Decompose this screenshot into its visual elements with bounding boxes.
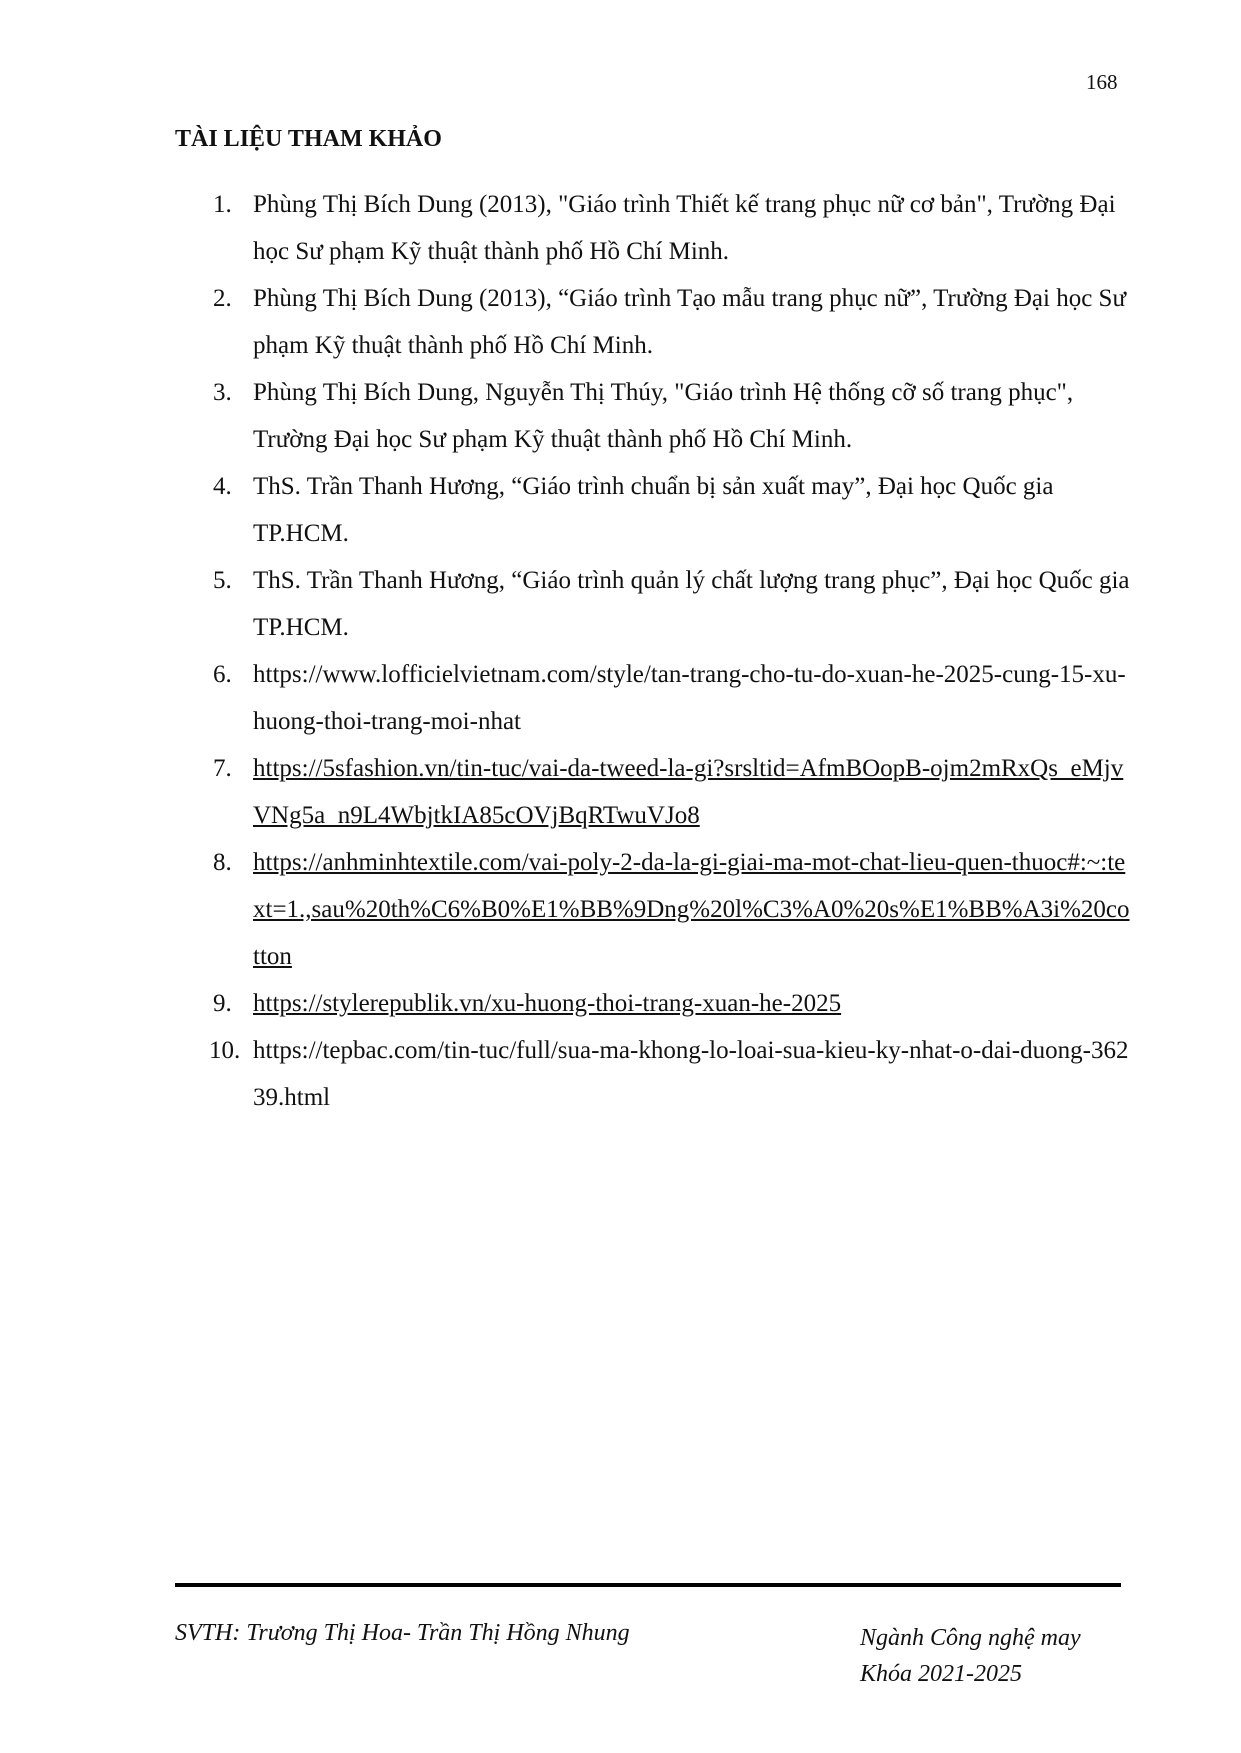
reference-text: Phùng Thị Bích Dung (2013), “Giáo trình Tạo mẫu trang phục nữ”, Trường Đại học Sư phạm Kỹ thuật thành phố Hồ Chí Minh.	[253, 285, 1126, 359]
reference-url: https://www.lofficielvietnam.com/style/tan-trang-cho-tu-do-xuan-he-2025-cung-15-xu-huong-thoi-trang-moi-nhat	[253, 661, 1126, 735]
reference-text: ThS. Trần Thanh Hương, “Giáo trình chuẩn bị sản xuất may”, Đại học Quốc gia TP.HCM.	[253, 473, 1054, 547]
reference-number: 10.	[209, 1037, 241, 1064]
footer-divider	[175, 1583, 1121, 1587]
reference-link[interactable]: https://stylerepublik.vn/xu-huong-thoi-trang-xuan-he-2025	[253, 990, 842, 1017]
reference-item	[175, 181, 1135, 275]
reference-item	[175, 557, 1135, 651]
reference-item	[175, 651, 1135, 745]
reference-number: 8.	[213, 849, 232, 876]
reference-link[interactable]: https://anhminhtextile.com/vai-poly-2-da-la-gi-giai-ma-mot-chat-lieu-quen-thuoc#:~:text=1.,sau%20th%C6%B0%E1%BB%9Dng%20l%C3%A0%20s%E1%BB%A3i%20cotton	[253, 849, 1130, 970]
reference-link[interactable]: https://5sfashion.vn/tin-tuc/vai-da-tweed-la-gi?srsltid=AfmBOopB-ojm2mRxQs_eMjvVNg5a_n9L4WbjtkIA85cOVjBqRTwuVJo8	[253, 755, 1124, 829]
reference-text: ThS. Trần Thanh Hương, “Giáo trình quản lý chất lượng trang phục”, Đại học Quốc gia TP.HCM.	[253, 567, 1130, 641]
reference-item	[175, 839, 1135, 980]
footer-students: SVTH: Trương Thị Hoa- Trần Thị Hồng Nhung	[175, 1620, 630, 1646]
reference-number: 1.	[213, 191, 232, 218]
reference-item	[175, 1027, 1135, 1121]
reference-item	[175, 745, 1135, 839]
reference-number: 4.	[213, 473, 232, 500]
reference-item	[175, 980, 1135, 1027]
footer-major: Ngành Công nghệ may	[860, 1625, 1081, 1651]
reference-list	[175, 181, 1135, 1121]
page-title: TÀI LIỆU THAM KHẢO	[175, 126, 442, 152]
reference-text: Phùng Thị Bích Dung, Nguyễn Thị Thúy, "Giáo trình Hệ thống cỡ số trang phục", Trường Đại học Sư phạm Kỹ thuật thành phố Hồ Chí Minh.	[253, 379, 1074, 453]
footer-course: Khóa 2021-2025	[860, 1661, 1022, 1687]
reference-number: 3.	[213, 379, 232, 406]
reference-number: 7.	[213, 755, 232, 782]
reference-number: 5.	[213, 567, 232, 594]
reference-item	[175, 275, 1135, 369]
reference-number: 6.	[213, 661, 232, 688]
reference-item	[175, 369, 1135, 463]
reference-url: https://tepbac.com/tin-tuc/full/sua-ma-khong-lo-loai-sua-kieu-ky-nhat-o-dai-duong-36239.html	[253, 1037, 1129, 1111]
reference-item	[175, 463, 1135, 557]
page-number: 168	[1086, 70, 1118, 94]
footer-info	[860, 1620, 1081, 1692]
reference-number: 2.	[213, 285, 232, 312]
reference-number: 9.	[213, 990, 232, 1017]
reference-text: Phùng Thị Bích Dung (2013), "Giáo trình Thiết kế trang phục nữ cơ bản", Trường Đại học Sư phạm Kỹ thuật thành phố Hồ Chí Minh.	[253, 191, 1116, 265]
